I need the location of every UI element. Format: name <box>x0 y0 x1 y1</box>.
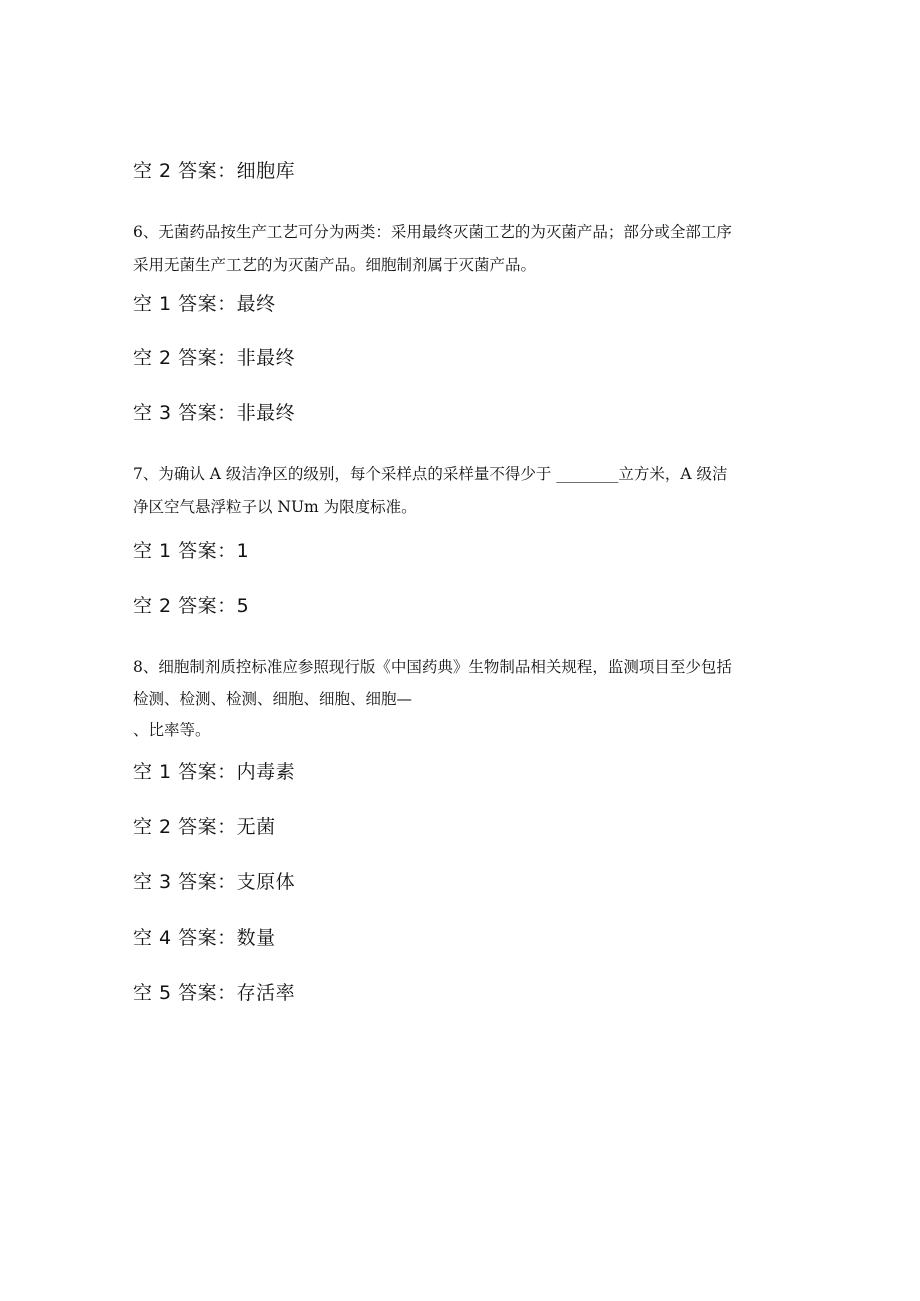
answer-line: 空 2 答案：无菌 <box>133 816 276 838</box>
question-6-line-1: 6、无菌药品按生产工艺可分为两类：采用最终灭菌工艺的为灭菌产品；部分或全部工序 <box>133 223 732 241</box>
answer-line: 空 3 答案：非最终 <box>133 402 296 424</box>
question-8-line-1: 8、细胞制剂质控标准应参照现行版《中国药典》生物制品相关规程，监测项目至少包括 <box>133 658 732 676</box>
answer-line: 空 4 答案：数量 <box>133 927 276 949</box>
question-7-line-1: 7、为确认 A 级洁净区的级别，每个采样点的采样量不得少于 ________立方米，A 级洁 <box>133 465 728 483</box>
question-6-line-2: 采用无菌生产工艺的为灭菌产品。细胞制剂属于灭菌产品。 <box>133 256 537 274</box>
question-8-line-2: 检测、检测、检测、细胞、细胞、细胞— <box>133 690 413 708</box>
answer-line: 空 1 答案：内毒素 <box>133 761 296 783</box>
answer-line: 空 3 答案：支原体 <box>133 871 296 893</box>
answer-line: 空 2 答案：5 <box>133 595 250 617</box>
answer-line: 空 1 答案：1 <box>133 540 250 562</box>
answer-line: 空 2 答案：非最终 <box>133 347 296 369</box>
question-8-line-3: 、比率等。 <box>133 721 211 739</box>
answer-line: 空 1 答案：最终 <box>133 293 276 315</box>
answer-line: 空 5 答案：存活率 <box>133 982 296 1004</box>
question-7-line-2: 净区空气悬浮粒子以 NUm 为限度标准。 <box>133 498 417 516</box>
answer-line: 空 2 答案：细胞库 <box>133 160 296 182</box>
